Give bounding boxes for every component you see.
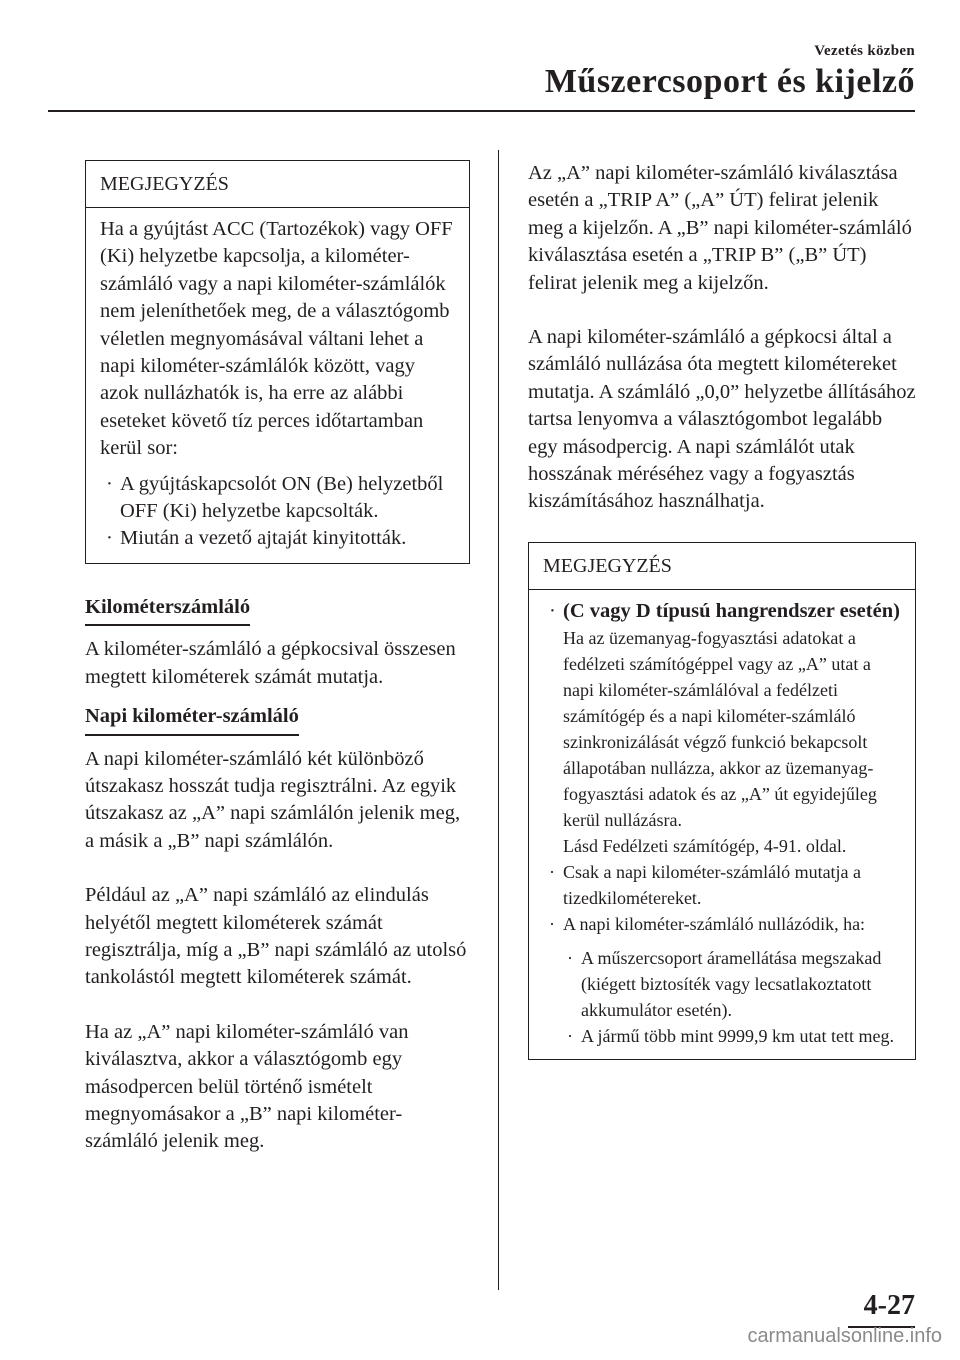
note-sub-bullet-text: A műszercsoport áramellátása megszakad (kiégett biztosíték vagy lecsatlakoztatott akkumulátor esetén). [581,948,882,1021]
bullet-icon: · [549,862,555,883]
note-bullet [100,525,457,552]
note-body [529,590,915,1059]
trip-paragraph-3: Ha az „A” napi kilométer-számláló van kiválasztva, akkor a választógomb egy másodpercen belül történő ismételt megnyomásakor a „B” napi kilométer-számláló jelenik meg. [85,1020,409,1153]
right-column [528,160,916,1060]
page-title: Műszercsoport és kijelző [544,63,915,100]
note-bullet [100,471,457,526]
note-reference: Lásd Fedélzeti számítógép, 4-91. oldal. [563,836,847,857]
bullet-icon: · [549,914,555,935]
note-bullet-text: Ha az üzemanyag-fogyasztási adatokat a fedélzeti számítógéppel vagy az „A” utat a napi kilométer-számlálóval a fedélzeti számítógép és a napi kilométer-számláló szinkronizálását végző funkció bekapcsolt állapotában nullázza, akkor az üzemanyag-fogyasztási adatok és az „A” út egyidejűleg kerül nullázásra. [563,628,877,831]
note-text: Ha a gyújtást ACC (Tartozékok) vagy OFF (Ki) helyzetbe kapcsolja, a kilométer-számláló vagy a napi kilométer-számlálók nem jeleníthetőek meg, de a választógomb véletlen megnyomásával váltani lehet a napi kilométer-számlálók között, vagy azok nullázhatók is, ha erre az alábbi eseteket követő tíz perces időtartamban kerül sor: [100,218,453,460]
odometer-heading: Kilométerszámláló [85,594,250,626]
trip-display-paragraph: Az „A” napi kilométer-számláló kiválasztása esetén a „TRIP A” („A” ÚT) felirat jelenik meg a kijelzőn. A „B” napi kilométer-számláló kiválasztása esetén a „TRIP B” („B” ÚT) felirat jelenik meg a kijelzőn. [528,162,912,294]
note-heading: MEGJEGYZÉS [529,543,915,590]
trip-meter-heading: Napi kilométer-számláló [85,703,299,735]
header-divider [48,110,915,112]
note-sub-bullet [561,1023,903,1049]
note-body [86,208,469,563]
watermark: carmanualsonline.info [747,1325,942,1347]
section-label: Vezetés közben [814,43,915,59]
note-bullet [543,598,903,859]
note-sub-bullet [561,945,903,1023]
note-bullet-text: Csak a napi kilométer-számláló mutatja a tizedkilométereket. [563,862,862,909]
trip-paragraph-2: Például az „A” napi számláló az elindulás helyétől megtett kilométerek számát regisztrálja, míg a „B” napi számláló az utolsó tankolástól megtett kilométerek számát. [85,884,467,989]
note-bullet-text: A napi kilométer-számláló nullázódik, ha: [563,914,866,935]
trip-reset-paragraph: A napi kilométer-számláló a gépkocsi által a számláló nullázása óta megtett kilométereket mutatja. A számláló „0,0” helyzetbe állításához tartsa lenyomva a választógombot legalább egy másodpercig. A napi számlálót utak hosszának méréséhez vagy a fogyasztás kiszámításához használhatja. [528,326,916,513]
note-bullet-text: Miután a vezető ajtaját kinyitották. [120,527,407,550]
page-number: 4-27 [863,1290,915,1321]
bullet-icon: · [567,1026,573,1047]
odometer-text: A kilométer-számláló a gépkocsival összesen megtett kilométerek számát mutatja. [85,638,456,688]
left-column [85,160,470,1156]
note-box-ignition [85,160,470,564]
bullet-icon: · [106,472,113,495]
bullet-icon: · [106,527,113,550]
bullet-icon: · [567,948,573,969]
note-box-sync [528,542,916,1060]
note-bullet-text: A gyújtáskapcsolót ON (Be) helyzetből OFF (Ki) helyzetbe kapcsolták. [120,472,444,523]
trip-paragraph-1: A napi kilométer-számláló két különböző útszakasz hosszát tudja regisztrálni. Az egyik útszakasz az „A” napi számlálón jelenik meg, a másik a „B” napi számlálón. [85,747,461,852]
column-divider [498,150,499,1290]
bullet-icon: · [549,599,556,622]
note-heading: MEGJEGYZÉS [86,161,469,208]
note-bullet [543,859,903,911]
note-bullet-title: (C vagy D típusú hangrendszer esetén) [563,599,900,622]
note-sub-bullet-text: A jármű több mint 9999,9 km utat tett meg. [581,1026,894,1047]
note-bullet [543,911,903,937]
